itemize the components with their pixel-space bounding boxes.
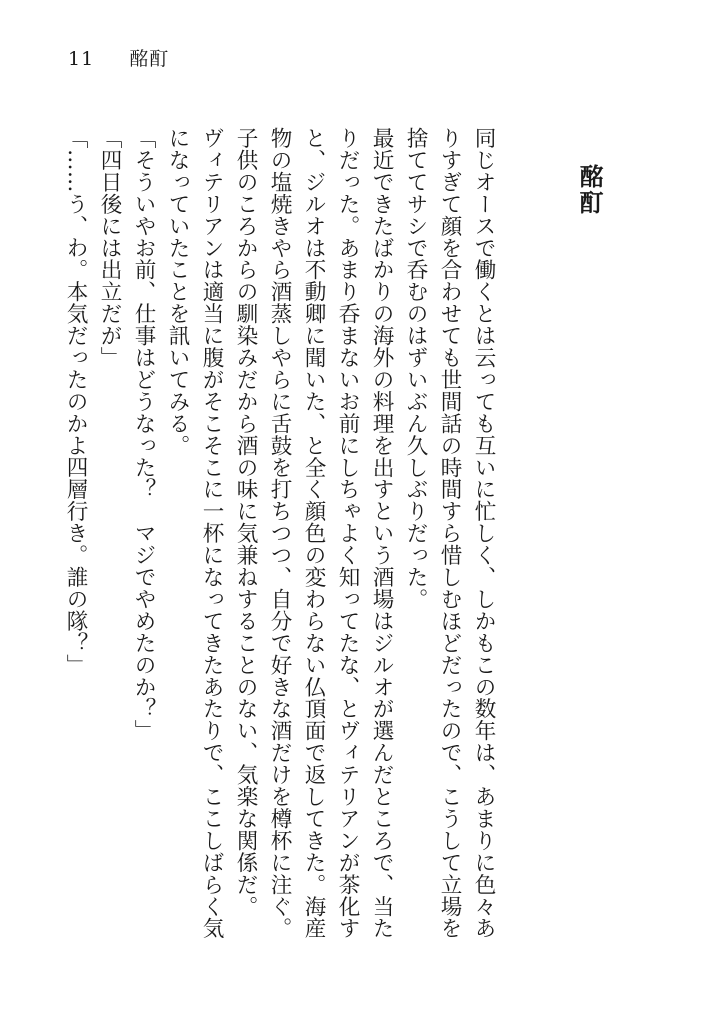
page-number: 11 — [68, 48, 95, 70]
chapter-title: 酩酊 — [575, 164, 604, 216]
body-text — [63, 127, 500, 947]
paragraph: ヴィテリアンは適当に腹がそこそこに一杯になってきたあたりで、ここしばらく気になっていたことを訊いてみる。 — [165, 127, 224, 940]
page-header — [68, 44, 169, 71]
running-title: 酩酊 — [129, 48, 170, 70]
paragraph: 同じオースで働くとは云っても互いに忙しく、しかもこの数年は、あまりに色々ありすぎて顔を合わせても世間話の時間すら惜しむほどだったので、こうして立場を捨ててサシで呑むのはずいぶん久しぶりだった。 — [403, 127, 496, 940]
dialogue-line: 「そういやお前、仕事はどうなった？ マジでやめたのか？」 — [131, 127, 156, 742]
dialogue-line: 「四日後には出立だが」 — [97, 127, 122, 369]
dialogue-line: 「……う、わ。本気だったのかよ四層行き。誰の隊？」 — [63, 127, 88, 676]
paragraph: 最近できたばかりの海外の料理を出すという酒場はジルオが選んだところで、当たりだった。あまり呑まないお前にしちゃよく知ってたな、とヴィテリアンが茶化すと、ジルオは不動卿に聞いた、と全く顔色の変わらない仏頂面で返してきた。海産物の塩焼きやら酒蒸しやらに舌鼓を打ちつつ、自分で好きな酒だけを樽杯に注ぐ。子供のころからの馴染みだから酒の味に気兼ねすることのない、気楽な関係だ。 — [233, 127, 394, 940]
